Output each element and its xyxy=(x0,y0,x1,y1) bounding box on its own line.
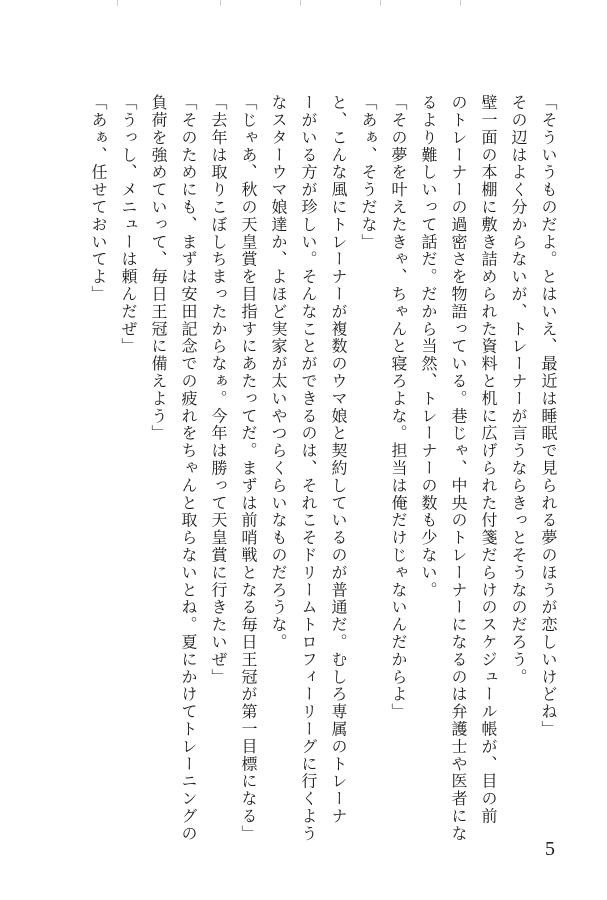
text-column-15: 「うっし、メニューは頼んだぜ」 xyxy=(119,94,138,355)
text-column-9: ーがいる方が珍しい。そんなことができるのは、それこそドリームトロフィーリーグに行くよう xyxy=(299,94,318,843)
text-column-10: なスターウマ娘達か、よほど実家が太いやつらくらいなものだろうな。 xyxy=(269,94,288,651)
text-column-13: 「そのためにも、まずは安田記念での疲れをちゃんと取らないとね。夏にかけてトレーニングの xyxy=(179,94,198,843)
page-number: 5 xyxy=(545,838,555,860)
text-column-2: その辺はよく分からないが、トレーナーが言うならきっとそうなのだろう。 xyxy=(509,94,528,686)
text-column-5: るより難しいって話だ。だから当然、トレーナーの数も少ない。 xyxy=(419,94,438,599)
text-column-7: 「あぁ、そうだな」 xyxy=(359,94,378,251)
text-column-1: 「そういうものだよ。とはいえ、最近は睡眠で見られる夢のほうが恋しいけどね」 xyxy=(539,94,558,738)
crop-mark xyxy=(460,0,461,6)
crop-mark xyxy=(300,0,301,6)
crop-mark xyxy=(220,0,221,6)
text-column-3: 壁一面の本棚に敷き詰められた資料と机に広げられた付箋だらけのスケジュール帳が、目の前 xyxy=(479,94,498,825)
text-column-12: 「去年は取りこぼしちまったからなぁ。今年は勝って天皇賞に行きたいぜ」 xyxy=(209,94,228,686)
text-column-8: と、こんな風にトレーナーが複数のウマ娘と契約しているのが普通だ。むしろ専属のトレーナ xyxy=(329,94,348,825)
text-column-16: 「あぁ、任せておいてよ」 xyxy=(89,94,108,303)
crop-mark xyxy=(117,0,118,6)
text-column-4: のトレーナーの過密さを物語っている。巷じゃ、中央のトレーナーになるのは弁護士や医者にな xyxy=(449,94,468,843)
text-column-14: 負荷を強めていって、毎日王冠に備えよう」 xyxy=(149,94,168,442)
text-column-6: 「その夢を叶えたきゃ、ちゃんと寝ろよな。担当は俺だけじゃないんだからよ」 xyxy=(389,94,408,721)
crop-mark xyxy=(380,0,381,6)
text-column-11: 「じゃあ、秋の天皇賞を目指すにあたってだ。まずは前哨戦となる毎日王冠が第一目標になる」 xyxy=(239,94,258,843)
